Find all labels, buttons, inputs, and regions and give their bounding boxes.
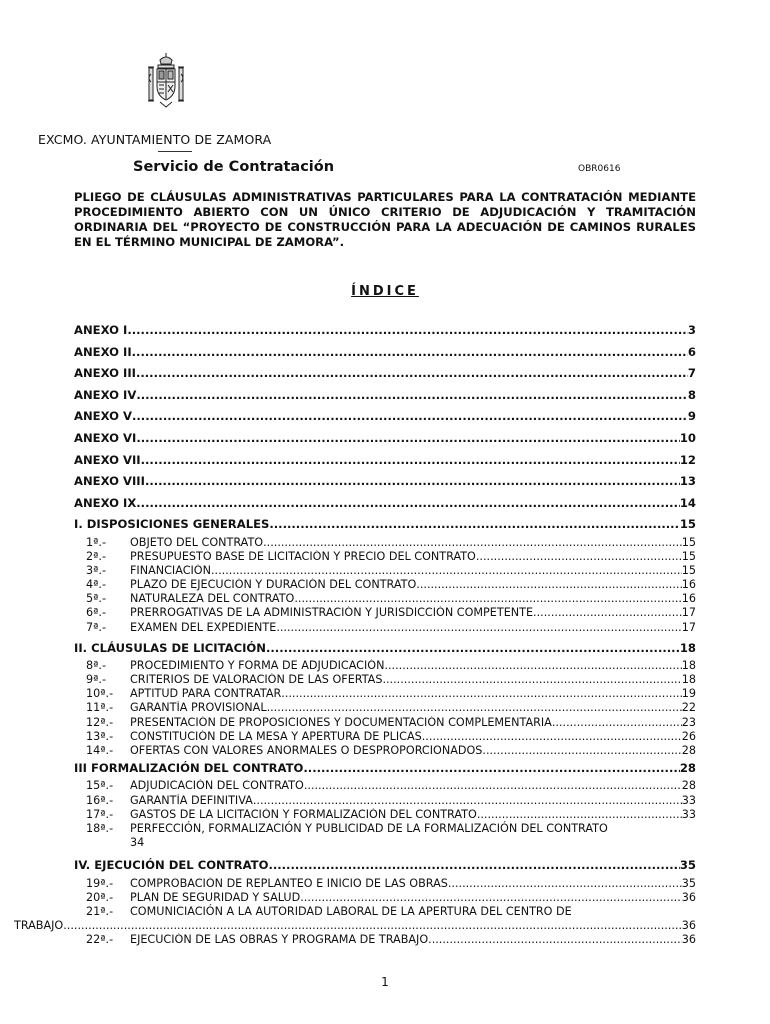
document-code: OBR0616 xyxy=(578,164,621,174)
toc-clause[interactable]: 2ª.- PRESUPUESTO BASE DE LICITACIÓN Y PRECIO DEL CONTRATO ..... 15 xyxy=(74,550,696,564)
page-number: 1 xyxy=(381,975,389,989)
organization-name: EXCMO. AYUNTAMIENTO DE ZAMORA xyxy=(38,132,272,147)
toc-clause[interactable]: 16ª.- GARANTÍA DEFINITIVA ..... 33 xyxy=(74,794,696,808)
service-name: Servicio de Contratación xyxy=(133,159,335,175)
toc-entry-anexo-iii[interactable]: ANEXO III ..... 7 xyxy=(74,363,696,385)
toc-clause[interactable]: 17ª.- GASTOS DE LA LICITACIÓN Y FORMALIZACIÓN DEL CONTRATO ..... 33 xyxy=(74,808,696,822)
toc-clause[interactable]: 15ª.- ADJUDICACIÓN DEL CONTRATO ..... 28 xyxy=(74,779,696,793)
toc-section-ejecucion-del-contrato[interactable]: IV. EJECUCIÓN DEL CONTRATO ..... 35 xyxy=(74,855,696,877)
toc-clause[interactable]: 14ª.- OFERTAS CON VALORES ANORMALES O DESPROPORCIONADOS ..... 28 xyxy=(74,744,696,758)
toc-section-clausulas-de-licitacion[interactable]: II. CLÁUSULAS DE LICITACIÓN ..... 18 xyxy=(74,638,696,660)
toc-clause[interactable]: 6ª.- PRERROGATIVAS DE LA ADMINISTRACIÓN Y JURISDICCIÓN COMPETENTE ..... 17 xyxy=(74,606,696,620)
toc-entry-anexo-v[interactable]: ANEXO V ..... 9 xyxy=(74,406,696,428)
toc-clause[interactable]: 1ª.- OBJETO DEL CONTRATO ..... 15 xyxy=(74,536,696,550)
toc-clause[interactable]: 21ª.- COMUNICIACIÓN A LA AUTORIDAD LABORAL DE LA APERTURA DEL CENTRO DE TRABAJO ..... 36 xyxy=(74,905,696,933)
toc-clause[interactable]: 20ª.- PLAN DE SEGURIDAD Y SALUD ..... 36 xyxy=(74,891,696,905)
toc-entry-anexo-ix[interactable]: ANEXO IX ..... 14 xyxy=(74,493,696,515)
toc-clause[interactable]: 7ª.- EXAMEN DEL EXPEDIENTE ..... 17 xyxy=(74,621,696,635)
toc-entry-anexo-vi[interactable]: ANEXO VI ..... 10 xyxy=(74,428,696,450)
toc-section-formalizacion-del-contrato[interactable]: III FORMALIZACIÓN DEL CONTRATO ..... 28 xyxy=(74,758,696,780)
document-title: PLIEGO DE CLÁUSULAS ADMINISTRATIVAS PARTICULARES PARA LA CONTRATACIÓN MEDIANTE PROCEDIMIENTO ABIERTO CON UN ÚNICO CRITERIO DE ADJUDICACIÓN Y TRAMITACIÓN ORDINARIA DEL “PROYECTO DE CONSTRUCCIÓN PARA LA ADECUACIÓN DE CAMINOS RURALES EN EL TÉRMINO MUNICIPAL DE ZAMORA”. xyxy=(74,190,696,249)
toc-entry-anexo-viii[interactable]: ANEXO VIII ..... 13 xyxy=(74,471,696,493)
toc-clause[interactable]: 22ª.- EJECUCIÓN DE LAS OBRAS Y PROGRAMA DE TRABAJO ..... 36 xyxy=(74,933,696,947)
toc-clause[interactable]: 12ª.- PRESENTACIÓN DE PROPOSICIONES Y DOCUMENTACIÓN COMPLEMENTARIA ..... 23 xyxy=(74,716,696,730)
toc-entry-anexo-ii[interactable]: ANEXO II ..... 6 xyxy=(74,342,696,364)
toc-clause[interactable]: 13ª.- CONSTITUCIÓN DE LA MESA Y APERTURA DE PLICAS ..... 26 xyxy=(74,730,696,744)
toc-entry-anexo-vii[interactable]: ANEXO VII ..... 12 xyxy=(74,450,696,472)
toc-clause[interactable]: 11ª.- GARANTÍA PROVISIONAL ..... 22 xyxy=(74,701,696,715)
table-of-contents xyxy=(14,320,696,947)
coat-of-arms-logo xyxy=(146,52,186,110)
toc-clause[interactable]: 19ª.- COMPROBACIÓN DE REPLANTEO E INICIO DE LAS OBRAS ..... 35 xyxy=(74,877,696,891)
toc-section-disposiciones-generales[interactable]: I. DISPOSICIONES GENERALES ..... 15 xyxy=(74,514,696,536)
toc-clause[interactable]: 9ª.- CRITERIOS DE VALORACIÓN DE LAS OFERTAS ..... 18 xyxy=(74,673,696,687)
toc-clause[interactable]: 8ª.- PROCEDIMIENTO Y FORMA DE ADJUDICACIÓN ..... 18 xyxy=(74,659,696,673)
toc-entry-anexo-i[interactable]: ANEXO I ..... 3 xyxy=(74,320,696,342)
toc-clause[interactable]: 3ª.- FINANCIACIÓN ..... 15 xyxy=(74,564,696,578)
toc-clause[interactable]: 18ª.- PERFECCIÓN, FORMALIZACIÓN Y PUBLICIDAD DE LA FORMALIZACIÓN DEL CONTRATO 34 xyxy=(86,821,608,849)
header-divider xyxy=(158,151,192,152)
toc-clause[interactable]: 10ª.- APTITUD PARA CONTRATAR ..... 19 xyxy=(74,687,696,701)
toc-clause[interactable]: 5ª.- NATURALEZA DEL CONTRATO ..... 16 xyxy=(74,592,696,606)
index-heading: ÍNDICE xyxy=(351,284,419,299)
toc-entry-anexo-iv[interactable]: ANEXO IV ..... 8 xyxy=(74,385,696,407)
toc-clause[interactable]: 4ª.- PLAZO DE EJECUCIÓN Y DURACIÓN DEL CONTRATO ..... 16 xyxy=(74,578,696,592)
